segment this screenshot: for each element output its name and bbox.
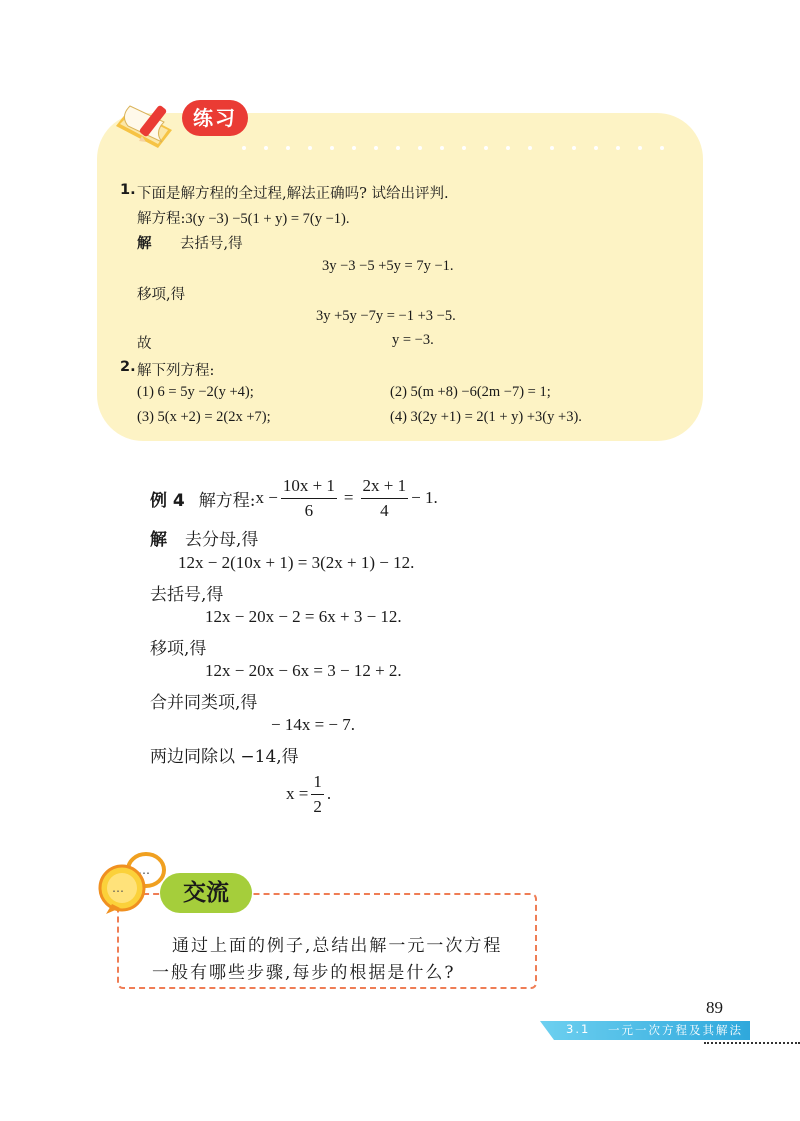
page-number: 89: [706, 998, 723, 1017]
fraction-2-numerator: 2x + 1: [361, 476, 409, 499]
example-eq-x: x −: [255, 488, 278, 507]
q2-item-3: (3) 5(x +2) = 2(2x +7);: [137, 409, 271, 425]
q1-step3-eq: y = −3.: [392, 332, 434, 348]
example-step1-eq: 12x − 2(10x + 1) = 3(2x + 1) − 12.: [178, 553, 415, 572]
example-step2-eq: 12x − 20x − 2 = 6x + 3 − 12.: [205, 607, 402, 626]
svg-text:…: …: [138, 863, 150, 877]
practice-title: 练习: [193, 106, 237, 130]
example-solve-label: 解: [150, 530, 167, 550]
q1-equation: 3(y −3) −5(1 + y) = 7(y −1).: [185, 211, 350, 227]
final-period: .: [326, 784, 332, 803]
q1-equation-label: 解方程:: [137, 211, 186, 227]
q1-prompt: 下面是解方程的全过程,解法正确吗? 试给出评判.: [137, 186, 449, 202]
example-step4-eq: − 14x = − 7.: [271, 715, 356, 734]
example-step3-text: 移项,得: [150, 639, 207, 659]
discuss-line-1: 通过上面的例子,总结出解一元一次方程: [172, 936, 503, 956]
q2-prompt: 解下列方程:: [137, 363, 215, 379]
fraction-1-numerator: 10x + 1: [281, 476, 337, 499]
final-x: x =: [286, 784, 309, 803]
footer-section-number: 3.1: [566, 1022, 591, 1036]
example-4-heading: [150, 470, 438, 526]
footer-section-title: 一元一次方程及其解法: [608, 1023, 743, 1037]
fraction-1: [281, 476, 337, 521]
discuss-title-badge: [160, 873, 252, 913]
practice-title-badge: [182, 100, 248, 136]
fraction-2-denominator: 4: [380, 500, 389, 520]
fraction-1-denominator: 6: [304, 500, 314, 520]
q1-solve-label: 解: [137, 236, 152, 252]
q1-step3-text: 故: [137, 336, 152, 352]
example-label: 例 4: [150, 490, 185, 511]
example-eq-equals: =: [343, 488, 354, 507]
example-step4-text: 合并同类项,得: [150, 693, 258, 713]
q1-number: 1.: [120, 182, 136, 198]
discuss-title: 交流: [183, 880, 229, 906]
q2-number: 2.: [120, 359, 136, 375]
example-step3-eq: 12x − 20x − 6x = 3 − 12 + 2.: [205, 661, 402, 680]
discuss-line-2: 一般有哪些步骤,每步的根据是什么?: [152, 963, 456, 983]
q2-item-2: (2) 5(m +8) −6(2m −7) = 1;: [390, 384, 551, 400]
fraction-2: [361, 476, 409, 521]
example-final-answer: [286, 766, 331, 822]
dot-row-decoration: [240, 146, 680, 150]
example-prompt: 解方程:: [198, 490, 256, 511]
example-eq-tail: − 1.: [411, 488, 438, 507]
example-step5-text: 两边同除以 −14,得: [150, 747, 299, 767]
q1-step1-eq: 3y −3 −5 +5y = 7y −1.: [322, 258, 454, 274]
svg-text:…: …: [112, 881, 124, 895]
q1-step2-text: 移项,得: [137, 287, 186, 303]
footer-dotted-line: [704, 1042, 800, 1044]
q1-equation-line: [137, 207, 350, 228]
final-numerator: 1: [311, 772, 324, 795]
q2-item-1: (1) 6 = 5y −2(y +4);: [137, 384, 254, 400]
final-denominator: 2: [313, 796, 322, 816]
example-step1-text: 去分母,得: [185, 530, 259, 550]
speech-bubble-icon: [96, 848, 168, 916]
example-step2-text: 去括号,得: [150, 585, 224, 605]
q1-step1-text: 去括号,得: [180, 236, 243, 252]
q1-step2-eq: 3y +5y −7y = −1 +3 −5.: [316, 308, 456, 324]
q2-item-4: (4) 3(2y +1) = 2(1 + y) +3(y +3).: [390, 409, 582, 425]
final-fraction: [311, 772, 324, 817]
